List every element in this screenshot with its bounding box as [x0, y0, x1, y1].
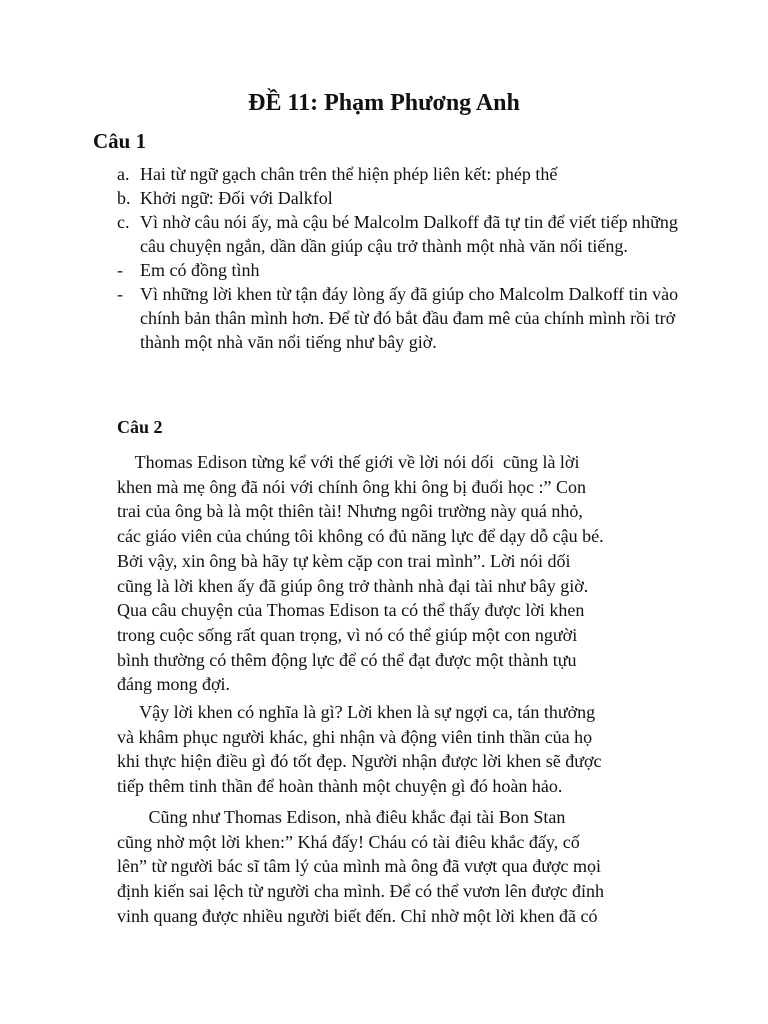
section-heading-cau-1: Câu 1 [93, 129, 147, 153]
paragraph-line: vinh quang được nhiều người biết đến. Chỉ nhờ một lời khen đã có [117, 905, 598, 926]
paragraph-line: định kiến sai lệch từ người cha mình. Để có thể vươn lên được đỉnh [117, 881, 604, 902]
paragraph-line: Vậy lời khen có nghĩa là gì? Lời khen là sự ngợi ca, tán thưởng [117, 702, 596, 722]
paragraph-line: và khâm phục người khác, ghi nhận và động viên tinh thần của họ [117, 726, 593, 747]
paragraph-line: trong cuộc sống rất quan trọng, vì nó có thể giúp một con người [117, 624, 578, 645]
document-title: ĐỀ 11: Phạm Phương Anh [248, 90, 520, 116]
list-marker: - [117, 260, 123, 280]
paragraph-line: trai của ông bà là một thiên tài! Nhưng ngôi trường này quá nhỏ, [117, 501, 583, 522]
answer-list [117, 162, 697, 354]
paragraph-line: lên” từ người bác sĩ tâm lý của mình mà ông đã vượt qua được mọi [117, 856, 601, 877]
paragraph-line: đáng mong đợi. [117, 674, 231, 695]
list-marker: b. [117, 188, 131, 208]
list-item [117, 162, 697, 186]
list-item [117, 210, 697, 258]
paragraph-line: cũng là lời khen ấy đã giúp ông trở thành nhà đại tài như bây giờ. [117, 575, 589, 596]
paragraph-line: khi thực hiện điều gì đó tốt đẹp. Người nhận được lời khen sẽ được [117, 751, 602, 772]
list-marker: a. [117, 164, 130, 184]
list-marker: c. [117, 212, 130, 232]
list-marker: - [117, 284, 123, 304]
list-item-text: Vì nhờ câu nói ấy, mà cậu bé Malcolm Dalkoff đã tự tin để viết tiếp những câu chuyện ngắn, dần dần giúp cậu trở thành một nhà văn nổi tiếng. [140, 212, 678, 256]
paragraph-line: Bởi vậy, xin ông bà hãy tự kèm cặp con trai mình”. Lời nói dối [117, 550, 571, 571]
paragraph-line: Thomas Edison từng kể với thế giới về lời nói dối cũng là lời [117, 452, 580, 472]
section-heading-cau-2: Câu 2 [117, 417, 163, 437]
paragraph-1 [117, 450, 677, 697]
paragraph-line: cũng nhờ một lời khen:” Khá đấy! Cháu có tài điêu khắc đấy, cố [117, 831, 580, 852]
paragraph-3 [117, 805, 677, 929]
paragraph-line: Qua câu chuyện của Thomas Edison ta có thể thấy được lời khen [117, 600, 585, 621]
list-item-text: Em có đồng tình [140, 260, 260, 280]
list-item [117, 186, 697, 210]
list-item-text: Hai từ ngữ gạch chân trên thể hiện phép liên kết: phép thế [140, 164, 558, 184]
paragraph-line: Cũng như Thomas Edison, nhà điêu khắc đại tài Bon Stan [117, 807, 566, 827]
list-item [117, 258, 697, 282]
paragraph-line: tiếp thêm tinh thần để hoàn thành một chuyện gì đó hoàn hảo. [117, 776, 563, 797]
list-item [117, 282, 697, 354]
paragraph-line: bình thường có thêm động lực để có thể đạt được một thành tựu [117, 649, 577, 670]
list-item-text: Vì những lời khen từ tận đáy lòng ấy đã giúp cho Malcolm Dalkoff tin vào chính bản thân mình hơn. Để từ đó bắt đầu đam mê của chính mình rồi trở thành một nhà văn nổi tiếng như bây giờ. [140, 284, 679, 352]
list-item-text: Khởi ngữ: Đối với Dalkfol [140, 188, 333, 208]
paragraph-2 [117, 700, 677, 799]
paragraph-line: khen mà mẹ ông đã nói với chính ông khi ông bị đuổi học :” Con [117, 476, 586, 497]
paragraph-line: các giáo viên của chúng tôi không có đủ năng lực để dạy dỗ cậu bé. [117, 526, 604, 547]
